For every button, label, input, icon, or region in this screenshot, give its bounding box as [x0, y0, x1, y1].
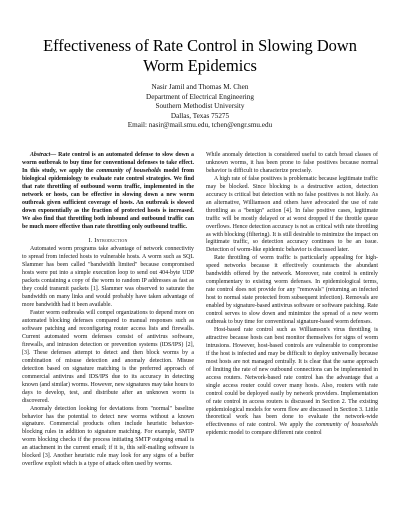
- left-column: [22, 152, 194, 510]
- right-paragraph-4: [206, 327, 378, 438]
- right-paragraph-4-text: Host-based rate control such as Williamson's virus throttling is attractive because hosts can best monitor themselves for signs of worm intrusions. However, host-based controls are vulnerable to compromise if the host is infected and may be difficult to deploy universally because most hosts are not managed centrally. It is clear that the same approach of limiting the rate of new outbound connections can be implemented in access routers. Network-based rate control has the advantage that a single access router could cover many hosts. Also, routers with rate control could be deployed easily by network providers. Implementation of rate control in access routers is discussed in Section 2. The existing epidemiological models for worm flow are discussed in Section 3. Little theoretical work has been done to evaluate the network-wide effectiveness of rate control. We apply the: [206, 326, 378, 429]
- author-block: [22, 83, 378, 131]
- right-paragraph-4-italic: community of households: [315, 422, 378, 429]
- left-paragraph-3: Anomaly detection looking for deviations from "normal" baseline behavior has the potential to detect new worms without a known signature. Commercial products often include heuristic behavior-blocking rules in addition to signature matching. For example, SMTP worm blocking checks if the process initiating SMTP outgoing email is an attachment in the current email; if it is, this self-mailing software is blocked [3]. Another heuristic rule may look for any signs of a buffer overflow exploit which is a type of attack often used by worms.: [22, 405, 194, 468]
- right-paragraph-3: Rate throttling of worm traffic is particularly appealing for high-speed networks because it effectively counteracts the abundant bandwidth offered by the network. Moreover, rate control is entirely complementary to existing worm defenses. In epidemiological terms, rate control does not provide for any "removals" (returning an infected host to normal state protected from subsequent infection). Removals are enabled by signature-based antivirus software or software patching. Rate control serves to slow down and minimize the spread of a new worm outbreak to buy time for conventional signature-based worm defenses.: [206, 255, 378, 326]
- author-city: Dallas, Texas 75275: [170, 111, 230, 120]
- section-heading-introduction: I. Introduction: [88, 236, 128, 244]
- left-paragraph-1: Automated worm programs take advantage of network connectivity to spread from infected hosts to vulnerable hosts. A worm such as SQL Slammer has been called "bandwidth limited" because compromised hosts were put into a simple execution loop to send out 404-byte UDP packets containing a copy of the worm to random IP addresses as fast as they could transmit packets [1]. Slammer was observed to saturate the bandwidth on many links and would probably have taken advantage of more bandwidth had it been available.: [22, 246, 194, 309]
- right-paragraph-2: A high rate of false positives is problematic because legitimate traffic may be blocked. Since blocking is a destructive action, detection accuracy is critical but detection with no false positives is not likely. As an alternative, Williamson and others have advocated the use of rate throttling as a "benign" action [4]. In false positive cases, legitimate traffic will be mostly delayed or at worst dropped if the throttle queue overflows. Hence detection accuracy is not as critical with rate throttling as with blocking (filtering). It is still desirable to minimize the impact on legitimate traffic, so detection accuracy continues to be an issue. Detection of worm-like epidemic behavior is discussed later.: [206, 175, 378, 254]
- abstract-lead: Abstract—: [30, 152, 57, 158]
- author-email: Email: nasir@mail.smu.edu, tchen@engr.smu.edu: [127, 121, 273, 130]
- author-department: Department of Electrical Engineering: [146, 92, 254, 101]
- right-paragraph-4-tail: epidemic model to compare different rate control: [206, 430, 322, 437]
- two-column-body: [22, 152, 378, 510]
- author-names: Nasir Jamil and Thomas M. Chen: [151, 83, 249, 91]
- abstract-text-1: Rate control is an automated defense to slow down a worm outbreak to buy time for conventional defenses to take effect. In this study, we apply the: [22, 152, 194, 174]
- paper-title: Effectiveness of Rate Control in Slowing Down Worm Epidemics: [43, 36, 357, 75]
- abstract: [22, 152, 194, 232]
- abstract-italic-term: community of households: [96, 167, 162, 174]
- left-paragraph-2: Faster worm outbreaks will compel organizations to depend more on automated blocking defenses compared to manual responses such as software patching and reconfiguring router access lists and firewalls. Current automated worm defenses consist of antivirus software, firewalls, and intrusion detection or prevention systems (IDS/IPS) [2], [3]. These defenses attempt to detect and then block worms by a combination of misuse detection and anomaly detection. Misuse detection based on signature matching is the preferred approach of commercial antivirus and IDS/IPS due to its accuracy in detecting known (and similar) worms. However, new signatures may take hours to days to develop, test, and distribute after an unknown worm is discovered.: [22, 310, 194, 404]
- author-university: Southern Methodist University: [155, 102, 245, 111]
- right-paragraph-1: While anomaly detection is considered useful to catch broad classes of unknown worms, it has been prone to false positives because normal behavior is difficult to characterize precisely.: [206, 152, 378, 174]
- abstract-text-2: model from biological epidemiology to evaluate rate control strategies. We find that rate throttling of outbound worm traffic, implemented in the network or hosts, can be effective in slowing down a new worm outbreak given sufficient coverage of hosts. An outbreak is slowed down exponentially as the fraction of protected hosts is increased. We also find that throttling both inbound and outbound traffic can be much more effective than rate throttling only outbound traffic.: [22, 167, 194, 230]
- right-column: [206, 152, 378, 510]
